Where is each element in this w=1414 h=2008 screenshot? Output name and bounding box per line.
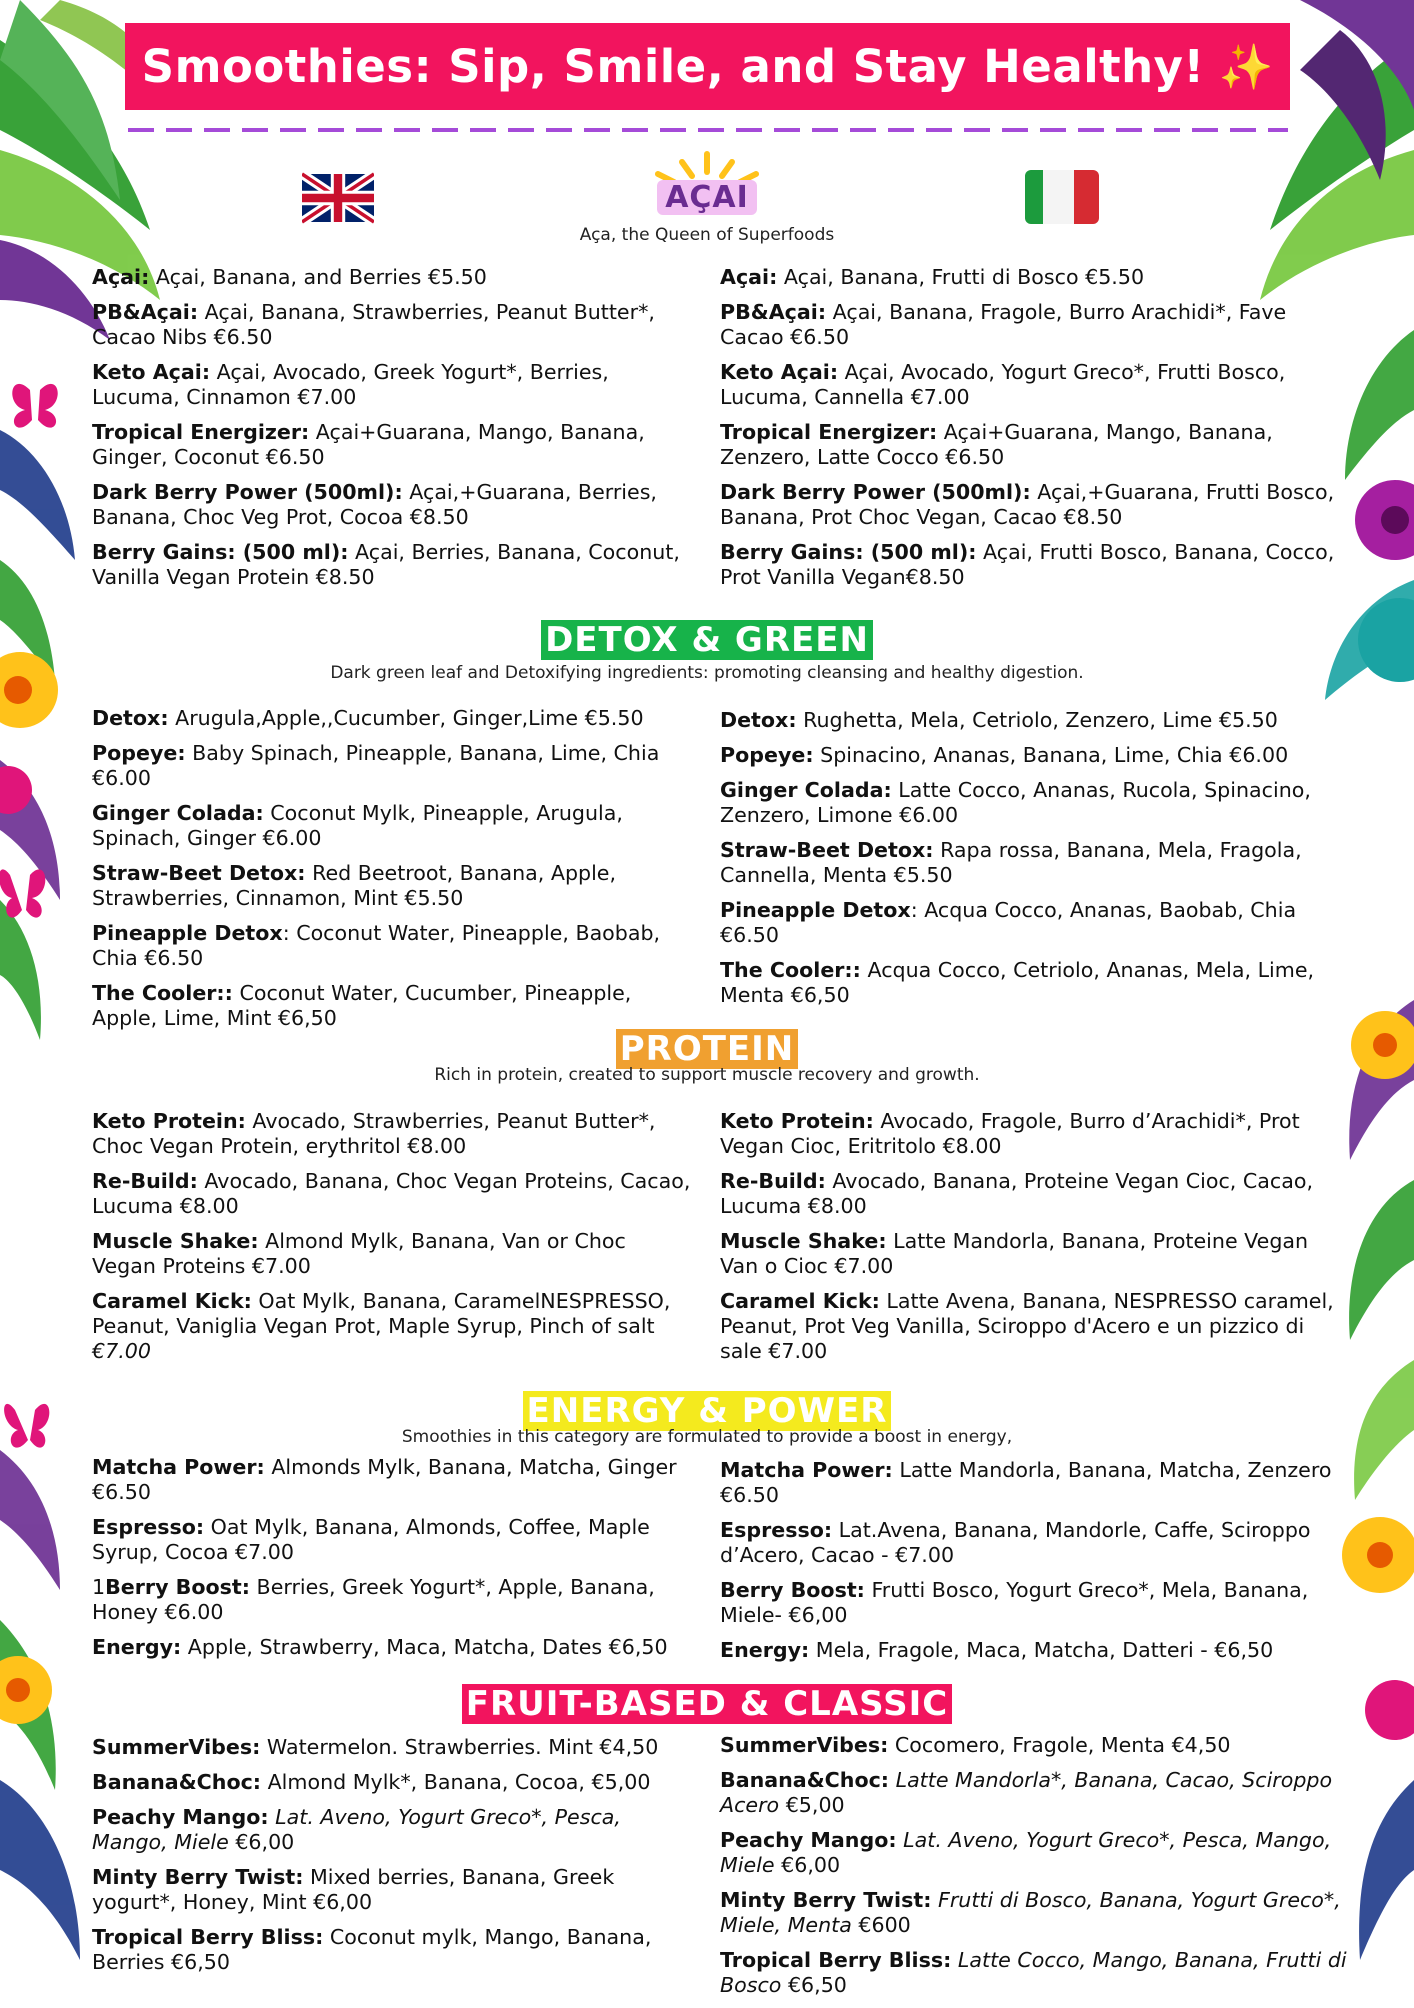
detox-title: DETOX & GREEN [541,620,873,660]
menu-item: Keto Açai: Açai, Avocado, Greek Yogurt*, Berries, Lucuma, Cinnamon €7.00 [92,360,609,409]
detox-list-it [720,708,1352,1018]
menu-item: Muscle Shake: Almond Mylk, Banana, Van or Choc Vegan Proteins €7.00 [92,1229,626,1278]
energy-list-it [720,1458,1352,1673]
menu-item: Minty Berry Twist: Frutti di Bosco, Banana, Yogurt Greco*, Miele, Menta €600 [720,1888,1341,1937]
energy-subtitle: Smoothies in this category are formulated to provide a boost in energy, [401,1427,1013,1447]
menu-item: Keto Protein: Avocado, Strawberries, Peanut Butter*, Choc Vegan Protein, erythritol €8.00 [92,1109,656,1158]
acai-list-en [92,265,692,600]
menu-item: Ginger Colada: Latte Cocco, Ananas, Rucola, Spinacino, Zenzero, Limone €6.00 [720,778,1311,827]
energy-heading [0,1391,1414,1431]
protein-heading [0,1029,1414,1069]
menu-item: Banana&Choc: Latte Mandorla*, Banana, Cacao, Sciroppo Acero €5,00 [720,1768,1333,1817]
menu-item: The Cooler:: Acqua Cocco, Cetriolo, Ananas, Mela, Lime, Menta €6,50 [720,958,1315,1007]
energy-list-en [92,1455,692,1670]
fruit-title: FRUIT-BASED & CLASSIC [462,1684,952,1724]
acai-list-it [720,265,1352,600]
protein-list-en [92,1109,692,1374]
menu-item: Caramel Kick: Oat Mylk, Banana, CaramelNESPRESSO, Peanut, Vaniglia Vegan Prot, Maple Syrup, Pinch of salt €7.00 [92,1289,671,1363]
menu-item: Tropical Berry Bliss: Latte Cocco, Mango, Banana, Frutti di Bosco €6,50 [720,1948,1347,1997]
menu-item: Berry Gains: (500 ml): Açai, Berries, Banana, Coconut, Vanilla Vegan Protein €8.50 [92,540,680,589]
menu-item: Re-Build: Avocado, Banana, Choc Vegan Proteins, Cacao, Lucuma €8.00 [92,1169,691,1218]
menu-item: Energy: Mela, Fragole, Maca, Matcha, Datteri - €6,50 [720,1638,1274,1662]
fruit-list-en [92,1735,692,1985]
menu-item: Açai: Açai, Banana, and Berries €5.50 [92,265,487,289]
menu-item: Minty Berry Twist: Mixed berries, Banana, Greek yogurt*, Honey, Mint €6,00 [92,1865,615,1914]
menu-item: Pineapple Detox: Acqua Cocco, Ananas, Baobab, Chia €6.50 [720,898,1297,947]
sparkle-icon: ✨ [1218,41,1274,93]
menu-item: Banana&Choc: Almond Mylk*, Banana, Cocoa, €5,00 [92,1770,651,1794]
menu-item: PB&Açai: Açai, Banana, Fragole, Burro Arachidi*, Fave Cacao €6.50 [720,300,1287,349]
menu-item: Straw-Beet Detox: Rapa rossa, Banana, Mela, Fragola, Cannella, Menta €5.50 [720,838,1302,887]
menu-item: Muscle Shake: Latte Mandorla, Banana, Proteine Vegan Van o Cioc €7.00 [720,1229,1309,1278]
protein-list-it [720,1109,1352,1374]
detox-heading [0,620,1414,660]
menu-item: Keto Protein: Avocado, Fragole, Burro d’Arachidi*, Prot Vegan Cioc, Eritritolo €8.00 [720,1109,1300,1158]
menu-item: 1Berry Boost: Berries, Greek Yogurt*, Apple, Banana, Honey €6.00 [92,1575,655,1624]
menu-item: Berry Gains: (500 ml): Açai, Frutti Bosco, Banana, Cocco, Prot Vanilla Vegan€8.50 [720,540,1335,589]
detox-list-en [92,706,692,1041]
fruit-heading [0,1684,1414,1724]
menu-item: Matcha Power: Latte Mandorla, Banana, Matcha, Zenzero €6.50 [720,1458,1332,1507]
acai-logo [0,180,1414,215]
protein-subtitle: Rich in protein, created to support muscle recovery and growth. [434,1065,980,1085]
menu-item: Detox: Rughetta, Mela, Cetriolo, Zenzero, Lime €5.50 [720,708,1278,732]
energy-title: ENERGY & POWER [523,1391,892,1431]
menu-item: Peachy Mango: Lat. Aveno, Yogurt Greco*, Pesca, Mango, Miele €6,00 [720,1828,1332,1877]
menu-item: Keto Açai: Açai, Avocado, Yogurt Greco*, Frutti Bosco, Lucuma, Cannella €7.00 [720,360,1286,409]
menu-item: Tropical Energizer: Açai+Guarana, Mango, Banana, Ginger, Coconut €6.50 [92,420,645,469]
fruit-list-it [720,1733,1352,2008]
menu-item: Dark Berry Power (500ml): Açai,+Guarana, Berries, Banana, Choc Veg Prot, Cocoa €8.50 [92,480,657,529]
menu-item: Peachy Mango: Lat. Aveno, Yogurt Greco*, Pesca, Mango, Miele €6,00 [92,1805,621,1854]
menu-item: PB&Açai: Açai, Banana, Strawberries, Peanut Butter*, Cacao Nibs €6.50 [92,300,655,349]
menu-item: Energy: Apple, Strawberry, Maca, Matcha, Dates €6,50 [92,1635,668,1659]
detox-subtitle: Dark green leaf and Detoxifying ingredients: promoting cleansing and healthy digestion. [330,663,1084,683]
protein-title: PROTEIN [616,1029,799,1069]
menu-item: Tropical Energizer: Açai+Guarana, Mango, Banana, Zenzero, Latte Cocco €6.50 [720,420,1273,469]
menu-item: Matcha Power: Almonds Mylk, Banana, Matcha, Ginger €6.50 [92,1455,677,1504]
acai-subtitle: Aça, the Queen of Superfoods [579,225,835,245]
page-title: Smoothies: Sip, Smile, and Stay Healthy! [141,40,1205,93]
menu-item: Straw-Beet Detox: Red Beetroot, Banana, Apple, Strawberries, Cinnamon, Mint €5.50 [92,861,617,910]
menu-item: Detox: Arugula,Apple,,Cucumber, Ginger,Lime €5.50 [92,706,644,730]
menu-item: The Cooler:: Coconut Water, Cucumber, Pineapple, Apple, Lime, Mint €6,50 [92,981,632,1030]
menu-item: Popeye: Spinacino, Ananas, Banana, Lime, Chia €6.00 [720,743,1289,767]
title-banner [125,23,1290,110]
menu-item: Espresso: Oat Mylk, Banana, Almonds, Coffee, Maple Syrup, Cocoa €7.00 [92,1515,650,1564]
menu-item: SummerVibes: Cocomero, Fragole, Menta €4,50 [720,1733,1231,1757]
acai-logo-text: AÇAI [657,180,757,215]
menu-item: Tropical Berry Bliss: Coconut mylk, Mango, Banana, Berries €6,50 [92,1925,652,1974]
menu-item: Espresso: Lat.Avena, Banana, Mandorle, Caffe, Sciroppo d’Acero, Cacao - €7.00 [720,1518,1311,1567]
menu-item: Ginger Colada: Coconut Mylk, Pineapple, Arugula, Spinach, Ginger €6.00 [92,801,623,850]
dashed-divider [128,126,1288,134]
menu-item: Popeye: Baby Spinach, Pineapple, Banana, Lime, Chia €6.00 [92,741,660,790]
menu-item: Berry Boost: Frutti Bosco, Yogurt Greco*, Mela, Banana, Miele- €6,00 [720,1578,1309,1627]
menu-item: Pineapple Detox: Coconut Water, Pineapple, Baobab, Chia €6.50 [92,921,661,970]
menu-item: Caramel Kick: Latte Avena, Banana, NESPRESSO caramel, Peanut, Prot Veg Vanilla, Sciroppo d'Acero e un pizzico di sale €7.00 [720,1289,1334,1363]
menu-item: SummerVibes: Watermelon. Strawberries. Mint €4,50 [92,1735,659,1759]
menu-item: Dark Berry Power (500ml): Açai,+Guarana, Frutti Bosco, Banana, Prot Choc Vegan, Cacao €8.50 [720,480,1335,529]
menu-item: Re-Build: Avocado, Banana, Proteine Vegan Cioc, Cacao, Lucuma €8.00 [720,1169,1313,1218]
menu-item: Açai: Açai, Banana, Frutti di Bosco €5.50 [720,265,1145,289]
